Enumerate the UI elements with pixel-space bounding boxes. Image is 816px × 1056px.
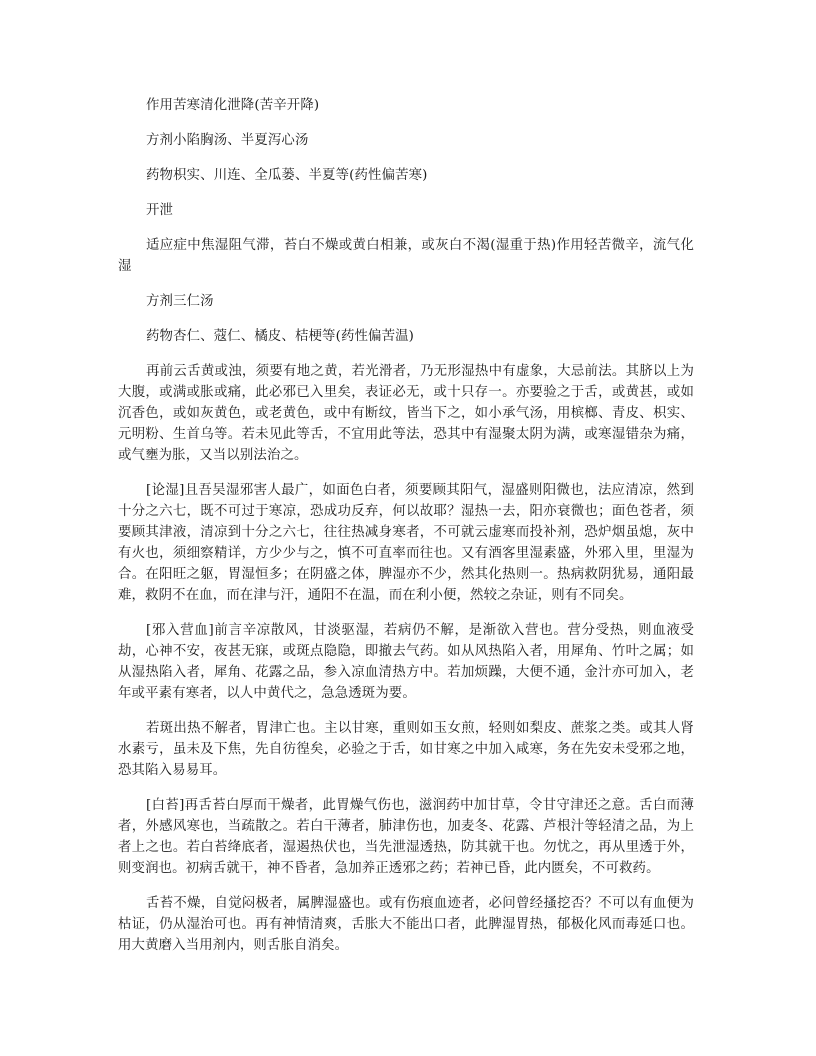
paragraph-evil-enters-ying-blood: [邪入营血]前言辛凉散风，甘淡驱湿，若病仍不解，是渐欲入营也。营分受热，则血液受劫，心神不安，夜甚无寐，或斑点隐隐，即撤去气药。如从风热陷入者，用犀角、竹叶之属；如从湿热陷入者，犀角、花露之品，参入凉血清热方中。若加烦躁，大便不通，金汁亦可加入，老年或平素有寒者，以人中黄代之，急急透斑为要。 <box>118 623 694 701</box>
paragraph-formula-2: 方剂三仁汤 <box>146 294 214 309</box>
paragraph-herbs-1: 药物枳实、川连、全瓜蒌、半夏等(药性偏苦寒) <box>146 168 428 183</box>
paragraph-indication-2: 适应症中焦湿阻气滞，苔白不燥或黄白相兼，或灰白不渴(湿重于热)作用轻苦微辛，流气化湿 <box>118 238 694 274</box>
paragraph-on-dampness: [论湿]且吾吴湿邪害人最广，如面色白者，须要顾其阳气，湿盛则阳微也，法应清凉，然到十分之六七，既不可过于寒凉，恐成功反弃，何以故耶？湿热一去，阳亦衰微也；面色苍者，须要顾其津液，清凉到十分之六七，往往热减身寒者，不可就云虚寒而投补剂，恐炉烟虽熄，灰中有火也，须细察精详，方少少与之，慎不可直率而往也。又有酒客里湿素盛，外邪入里，里湿为合。在阳旺之躯，胃湿恒多；在阴盛之体，脾湿亦不少，然其化热则一。热病救阴犹易，通阳最难，救阴不在血，而在津与汗，通阳不在温，而在利小便，然较之杂证，则有不同矣。 <box>118 483 694 603</box>
paragraph-heading-kaixie: 开泄 <box>146 203 174 218</box>
paragraph-tongue-yellow: 再前云舌黄或浊，须要有地之黄，若光滑者，乃无形湿热中有虚象，大忌前法。其脐以上为大腹，或满或胀或痛，此必邪已入里矣，表证必无，或十只存一。亦要验之于舌，或黄甚，或如沉香色，或如灰黄色，或老黄色，或中有断纹，皆当下之，如小承气汤，用槟榔、青皮、枳实、元明粉、生首乌等。若未见此等舌，不宜用此等法，恐其中有湿聚太阴为满，或寒湿错杂为痛，或气壅为胀，又当以别法治之。 <box>118 364 694 463</box>
paragraph-formula-1: 方剂小陷胸汤、半夏泻心汤 <box>146 133 309 148</box>
paragraph-white-coating: [白苔]再舌苔白厚而干燥者，此胃燥气伤也，滋润药中加甘草，令甘守津还之意。舌白而薄者，外感风寒也，当疏散之。若白干薄者，肺津伤也，加麦冬、花露、芦根汁等轻清之品，为上者上之也。若白苔绛底者，湿遏热伏也，当先泄湿透热，防其就干也。勿忧之，再从里透于外，则变润也。初病舌就干，神不昏者，急加养正透邪之药；若神已昏，此内匮矣，不可救药。 <box>118 798 694 876</box>
document-page <box>118 95 694 970</box>
paragraph-effect-1: 作用苦寒清化泄降(苦辛开降) <box>146 98 320 113</box>
paragraph-herbs-2: 药物杏仁、蔻仁、橘皮、桔梗等(药性偏苦温) <box>146 329 415 344</box>
paragraph-coating-not-dry: 舌苔不燥，自觉闷极者，属脾湿盛也。或有伤痕血迹者，必问曾经搔挖否？不可以有血便为枯证，仍从湿治可也。再有神情清爽，舌胀大不能出口者，此脾湿胃热，郁极化风而毒延口也。用大黄磨入当用剂内，则舌胀自消矣。 <box>118 896 694 953</box>
paragraph-rash-fever: 若斑出热不解者，胃津亡也。主以甘寒，重则如玉女煎，轻则如梨皮、蔗浆之类。或其人肾水素亏，虽未及下焦，先自彷徨矣，必验之于舌，如甘寒之中加入咸寒，务在先安未受邪之地，恐其陷入易易耳。 <box>118 721 694 778</box>
